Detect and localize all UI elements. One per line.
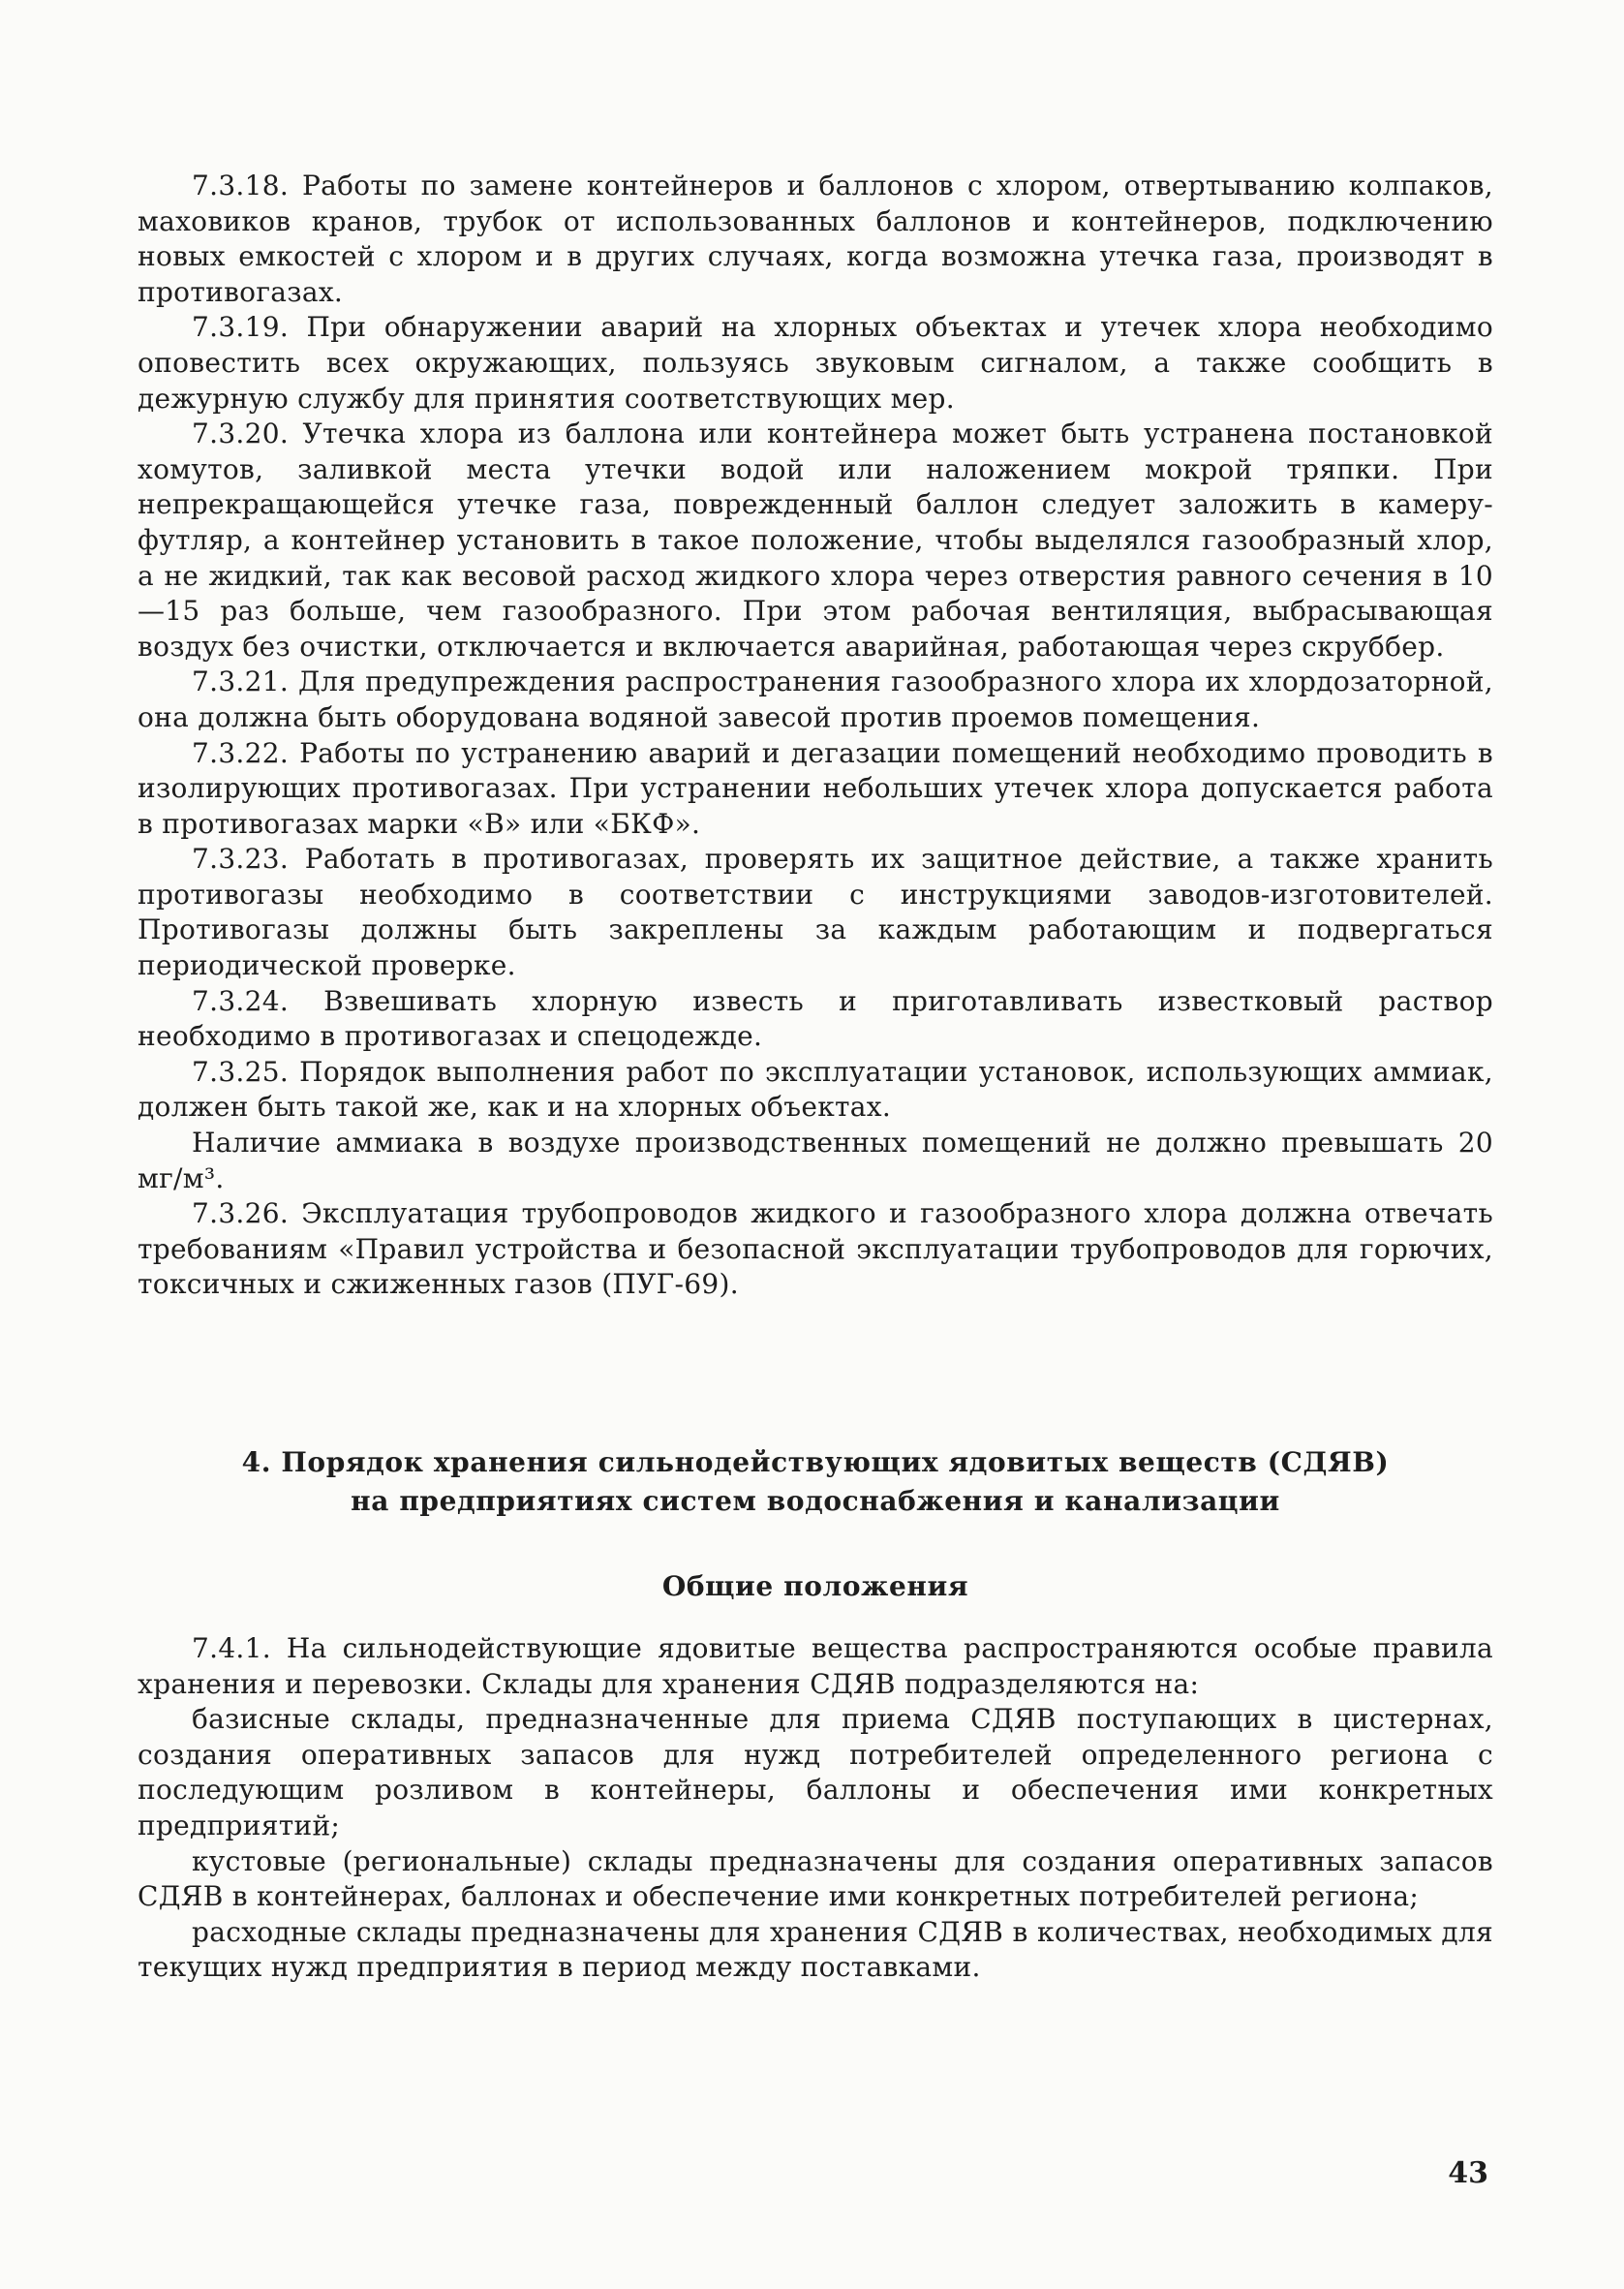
subheading: Общие положения (661, 1570, 969, 1602)
section-heading (138, 1443, 1493, 1521)
paragraph-ammonia-limit: Наличие аммиака в воздухе производственных помещений не должно превышать 20 мг/м³. (138, 1127, 1493, 1194)
paragraph-7-3-23: 7.3.23. Работать в противогазах, проверять их защитное действие, а также хранить противогазы необходимо в соответствии с инструкциями заводов-изготовителей. Противогазы должны быть закреплены за каждым работающим и подвергаться периодической проверке. (138, 843, 1493, 982)
paragraph-7-3-20: 7.3.20. Утечка хлора из баллона или контейнера может быть устранена постановкой хомутов, заливкой места утечки водой или наложением мокрой тряпки. При непрекращающейся утечке газа, поврежденный баллон следует заложить в камеру-футляр, а контейнер установить в такое положение, чтобы выделялся газообразный хлор, а не жидкий, так как весовой расход жидкого хлора через отверстия равного сечения в 10—15 раз больше, чем газообразного. При этом рабочая вентиляция, выбрасывающая воздух без очистки, отключается и включается аварийная, работающая через скруббер. (138, 418, 1493, 663)
paragraph-7-3-19: 7.3.19. При обнаружении аварий на хлорных объектах и утечек хлора необходимо оповестить всех окружающих, пользуясь звуковым сигналом, а также сообщить в дежурную службу для принятия соответствующих мер. (138, 311, 1493, 415)
section-heading-line1: 4. Порядок хранения сильнодействующих ядовитых веществ (СДЯВ) (241, 1446, 1390, 1478)
paragraph-7-3-24: 7.3.24. Взвешивать хлорную известь и приготавливать известковый раствор необходимо в противогазах и спецодежде. (138, 984, 1493, 1053)
paragraph-7-3-18: 7.3.18. Работы по замене контейнеров и баллонов с хлором, отвертыванию колпаков, маховиков кранов, трубок от использованных баллонов и контейнеров, подключению новых емкостей с хлором и в других случаях, когда возможна утечка газа, производят в противогазах. (138, 170, 1493, 308)
paragraph-7-3-21: 7.3.21. Для предупреждения распространения газообразного хлора их хлордозаторной, она должна быть оборудована водяной завесой против проемов помещения. (138, 665, 1493, 733)
section-7-3-text (138, 169, 1493, 1303)
paragraph-7-3-26: 7.3.26. Эксплуатация трубопроводов жидкого и газообразного хлора должна отвечать требованиям «Правил устройства и безопасной эксплуатации трубопроводов для горючих, токсичных и сжиженных газов (ПУГ-69). (138, 1197, 1493, 1301)
paragraph-7-4-1: 7.4.1. На сильнодействующие ядовитые вещества распространяются особые правила хранения и перевозки. Склады для хранения СДЯВ подразделяются на: (138, 1632, 1493, 1700)
section-heading-line2: на предприятиях систем водоснабжения и канализации (351, 1485, 1280, 1517)
paragraph-base-warehouses: базисные склады, предназначенные для приема СДЯВ поступающих в цистернах, создания оперативных запасов для нужд потребителей определенного региона с последующим розливом в контейнеры, баллоны и обеспечения ими конкретных предприятий; (138, 1703, 1493, 1841)
paragraph-7-3-22: 7.3.22. Работы по устранению аварий и дегазации помещений необходимо проводить в изолирующих противогазах. При устранении небольших утечек хлора допускается работа в противогазах марки «В» или «БКФ». (138, 736, 1493, 840)
paragraph-regional-warehouses: кустовые (региональные) склады предназначены для создания оперативных запасов СДЯВ в контейнерах, баллонах и обеспечение ими конкретных потребителей региона; (138, 1844, 1493, 1913)
page-number: 43 (1448, 2156, 1488, 2190)
paragraph-7-3-25: 7.3.25. Порядок выполнения работ по эксплуатации установок, использующих аммиак, должен быть такой же, как и на хлорных объектах. (138, 1055, 1493, 1124)
paragraph-consumable-warehouses: расходные склады предназначены для хранения СДЯВ в количествах, необходимых для текущих нужд предприятия в период между поставками. (138, 1915, 1493, 1984)
section-7-4-text (138, 1631, 1493, 1986)
